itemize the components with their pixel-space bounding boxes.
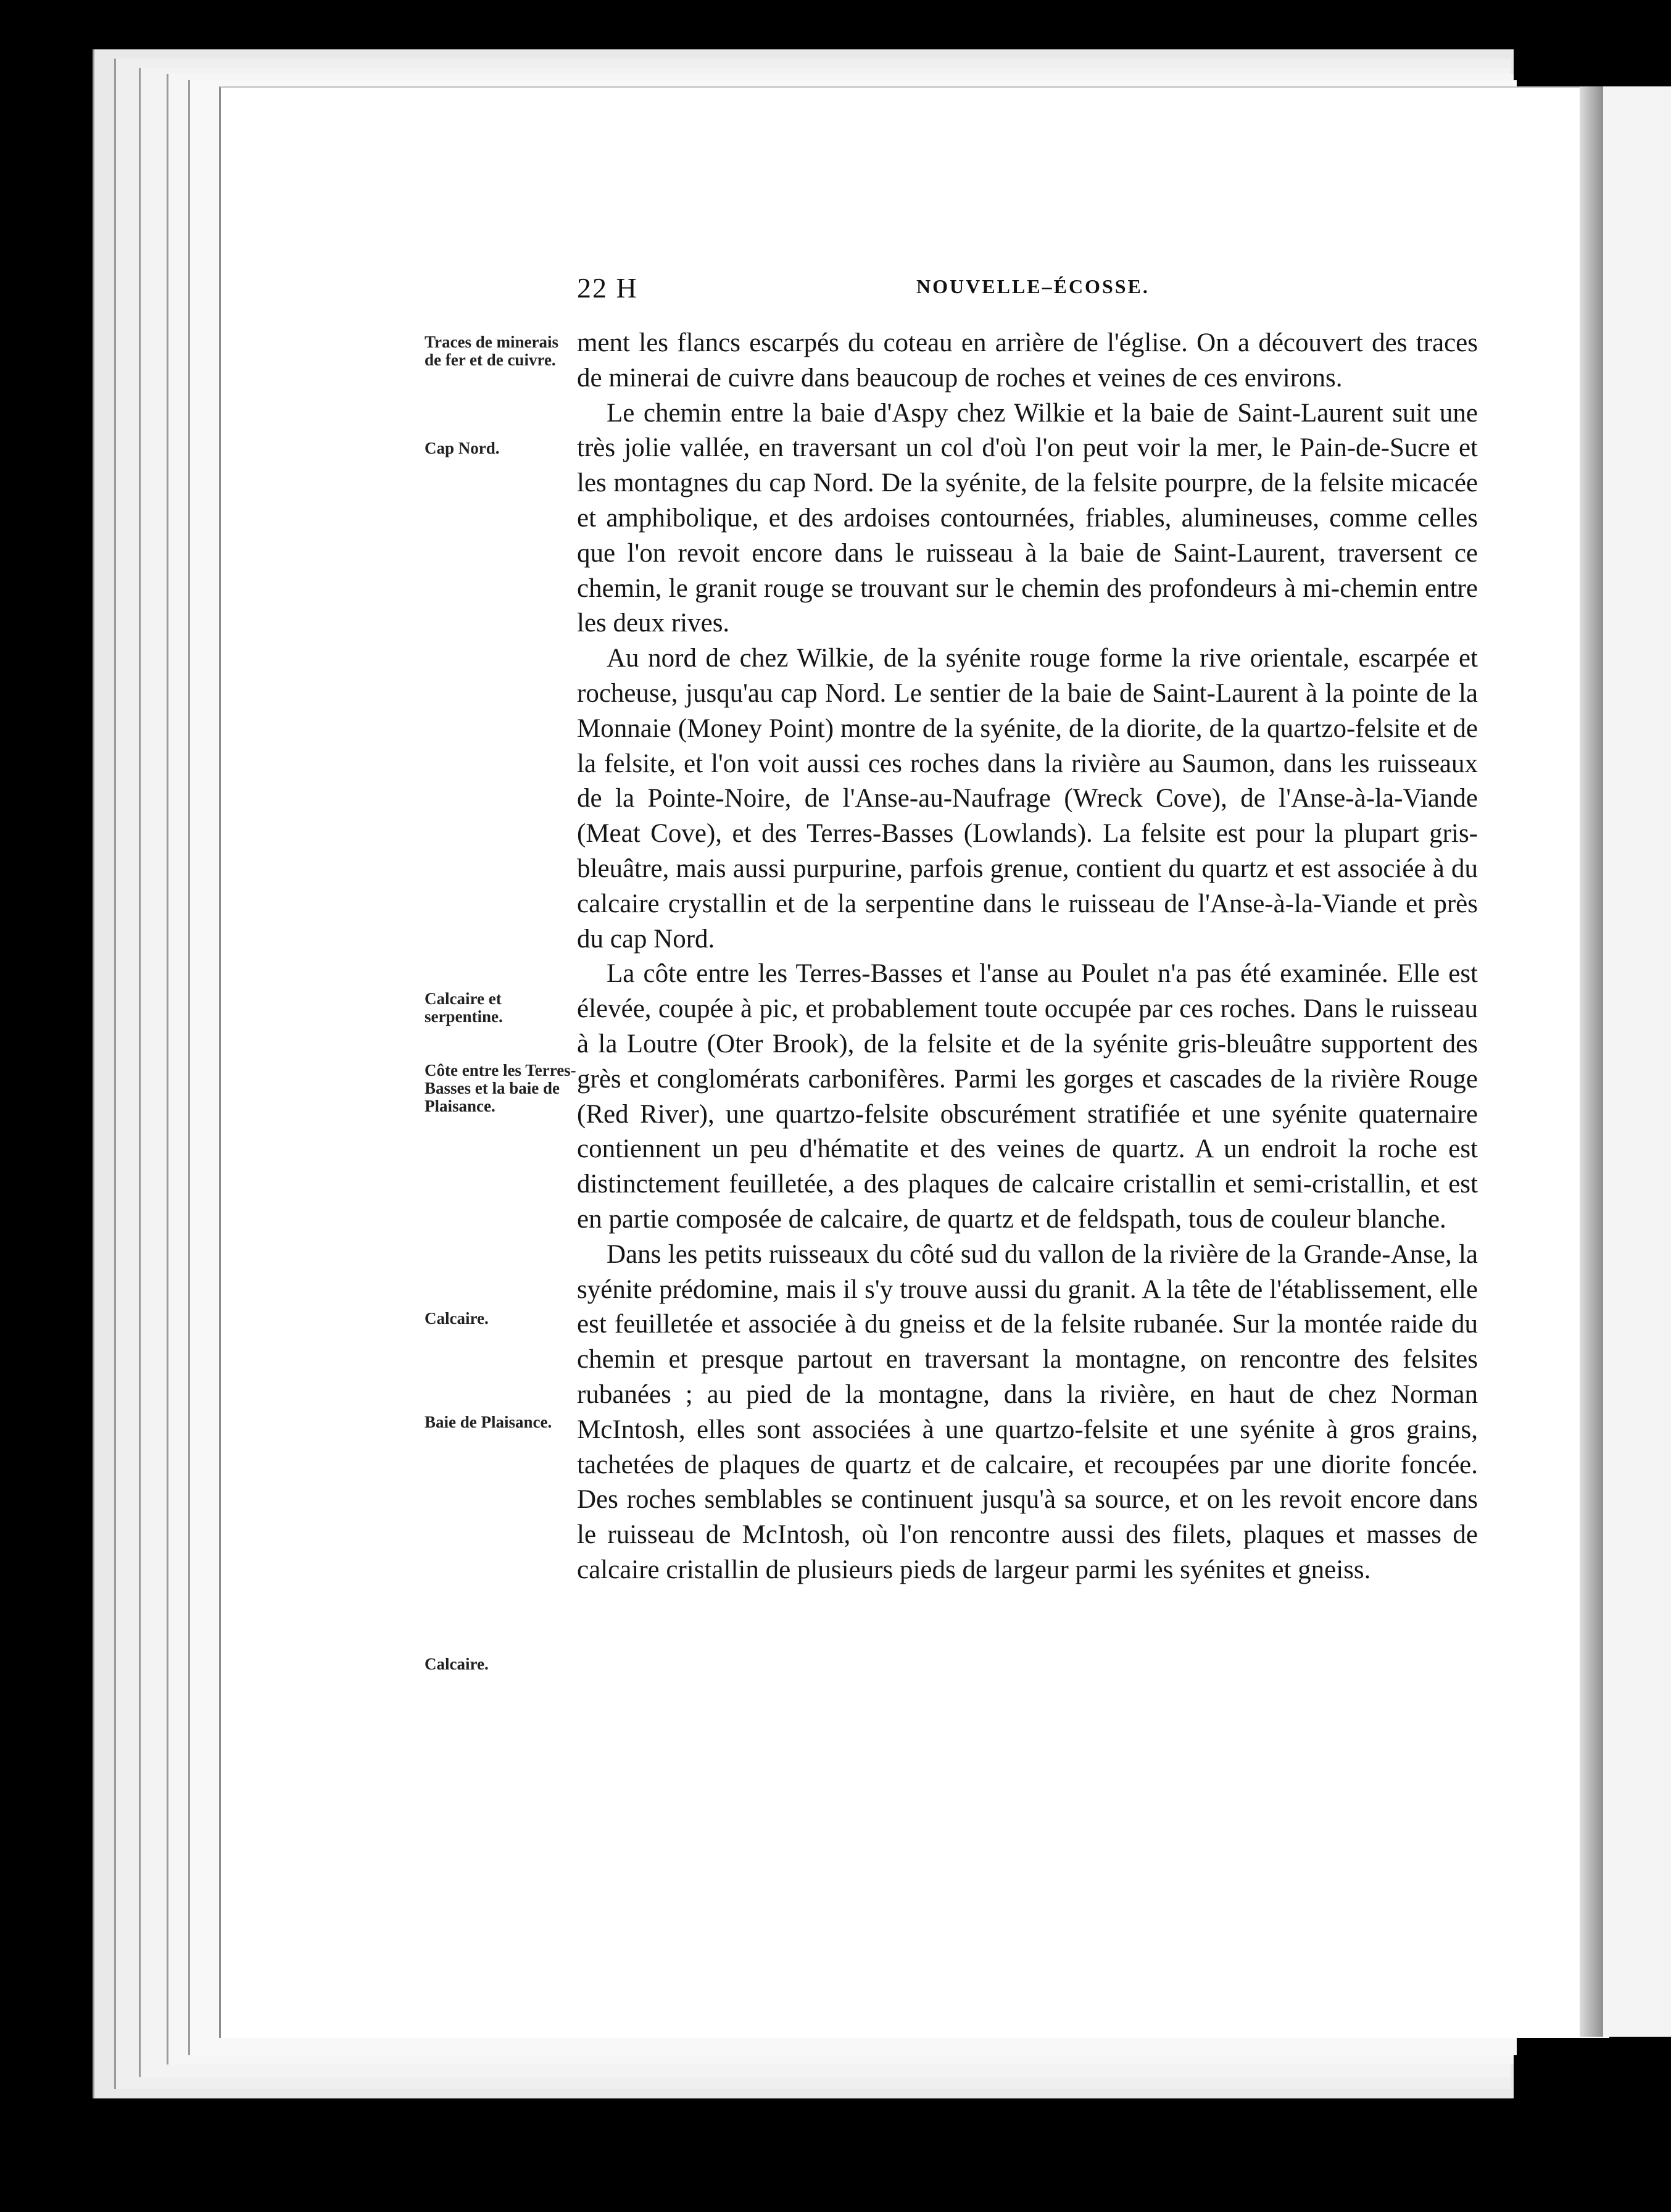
paragraph: La côte entre les Terres-Basses et l'anse au Poulet n'a pas été examinée. Elle est élevée, coupée à pic, et probablement toute occupée par ces roches. Dans le ruisseau à la Loutre (Oter Brook), de la felsite et de la syénite gris-bleuâtre supportent des grès et conglomérats carbonifères. Parmi les gorges et cascades de la rivière Rouge (Red River), une quartzo-felsite obscurément stratifiée et une syénite quaternaire contiennent un peu d'hématite et des veines de quartz. A un endroit la roche est distinctement feuilletée, a des plaques de calcaire cristallin et semi-cristallin, et est en partie composée de calcaire, de quartz et de feldspath, tous de couleur blanche. [577,959,1478,1234]
margin-note: Calcaire et serpentine. [425,989,503,1026]
page-header [577,272,1472,309]
running-title: NOUVELLE–ÉCOSSE. [916,275,1150,297]
page-number: 22 H [577,272,638,304]
paragraph: Au nord de chez Wilkie, de la syénite rouge forme la rive orientale, escarpée et rocheuse, jusqu'au cap Nord. Le sentier de la baie de Saint-Laurent à la pointe de la Monnaie (Money Point) montre de la syénite, de la diorite, de la quartzo-felsite et de la felsite, et l'on voit aussi ces roches dans la rivière au Saumon, dans les ruisseaux de la Pointe-Noire, de l'Anse-au-Naufrage (Wreck Cove), de l'Anse-à-la-Viande (Meat Cove), et des Terres-Basses (Lowlands). La felsite est pour la plupart gris-bleuâtre, mais aussi purpurine, parfois grenue, contient du quartz et est associée à du calcaire crystallin et de la serpentine dans le ruisseau de l'Anse-à-la-Viande et près du cap Nord. [577,644,1478,954]
margin-note: Calcaire. [425,1309,489,1328]
margin-note: Baie de Plaisance. [425,1413,552,1431]
book-spine [1580,86,1603,2037]
paragraph: Dans les petits ruisseaux du côté sud du vallon de la rivière de la Grande-Anse, la syénite prédomine, mais il s'y trouve aussi du granit. A la tête de l'établissement, elle est feuilletée et associée à du gneiss et de la felsite rubanée. Sur la montée raide du chemin et presque partout en traversant la montagne, on rencontre des felsites rubanées ; au pied de la montagne, dans la rivière, en haut de chez Norman McIntosh, elles sont associées à une quartzo-felsite et une syénite à gros grains, tachetées de plaques de quartz et de calcaire, et recoupées par une diorite foncée. Des roches semblables se continuent jusqu'à sa source, et on les revoit encore dans le ruisseau de McIntosh, où l'on rencontre aussi des filets, plaques et masses de calcaire cristallin de plusieurs pieds de largeur parmi les syénites et gneiss. [577,1239,1478,1584]
facing-page-edge [1603,86,1671,2037]
paragraph: Le chemin entre la baie d'Aspy chez Wilkie et la baie de Saint-Laurent suit une très jolie vallée, en traversant un col d'où l'on peut voir la mer, le Pain-de-Sucre et les montagnes du cap Nord. De la syénite, de la felsite pourpre, de la felsite micacée et amphibolique, et des ardoises contournées, friables, alumineuses, comme celles que l'on revoit encore dans le ruisseau à la baie de Saint-Laurent, traversent ce chemin, le granit rouge se trouvant sur le chemin des profondeurs à mi-chemin entre les deux rives. [577,398,1478,638]
body-text [577,326,1478,1588]
margin-note: Cap Nord. [425,439,500,457]
margin-note: Calcaire. [425,1655,489,1673]
margin-note: Côte entre les Terres-Basses et la baie de Plaisance. [425,1061,576,1115]
margin-note: Traces de minerais de fer et de cuivre. [425,333,558,369]
paragraph: ment les flancs escarpés du coteau en arrière de l'église. On a découvert des traces de minerai de cuivre dans beaucoup de roches et veines de ces environs. [577,328,1478,393]
